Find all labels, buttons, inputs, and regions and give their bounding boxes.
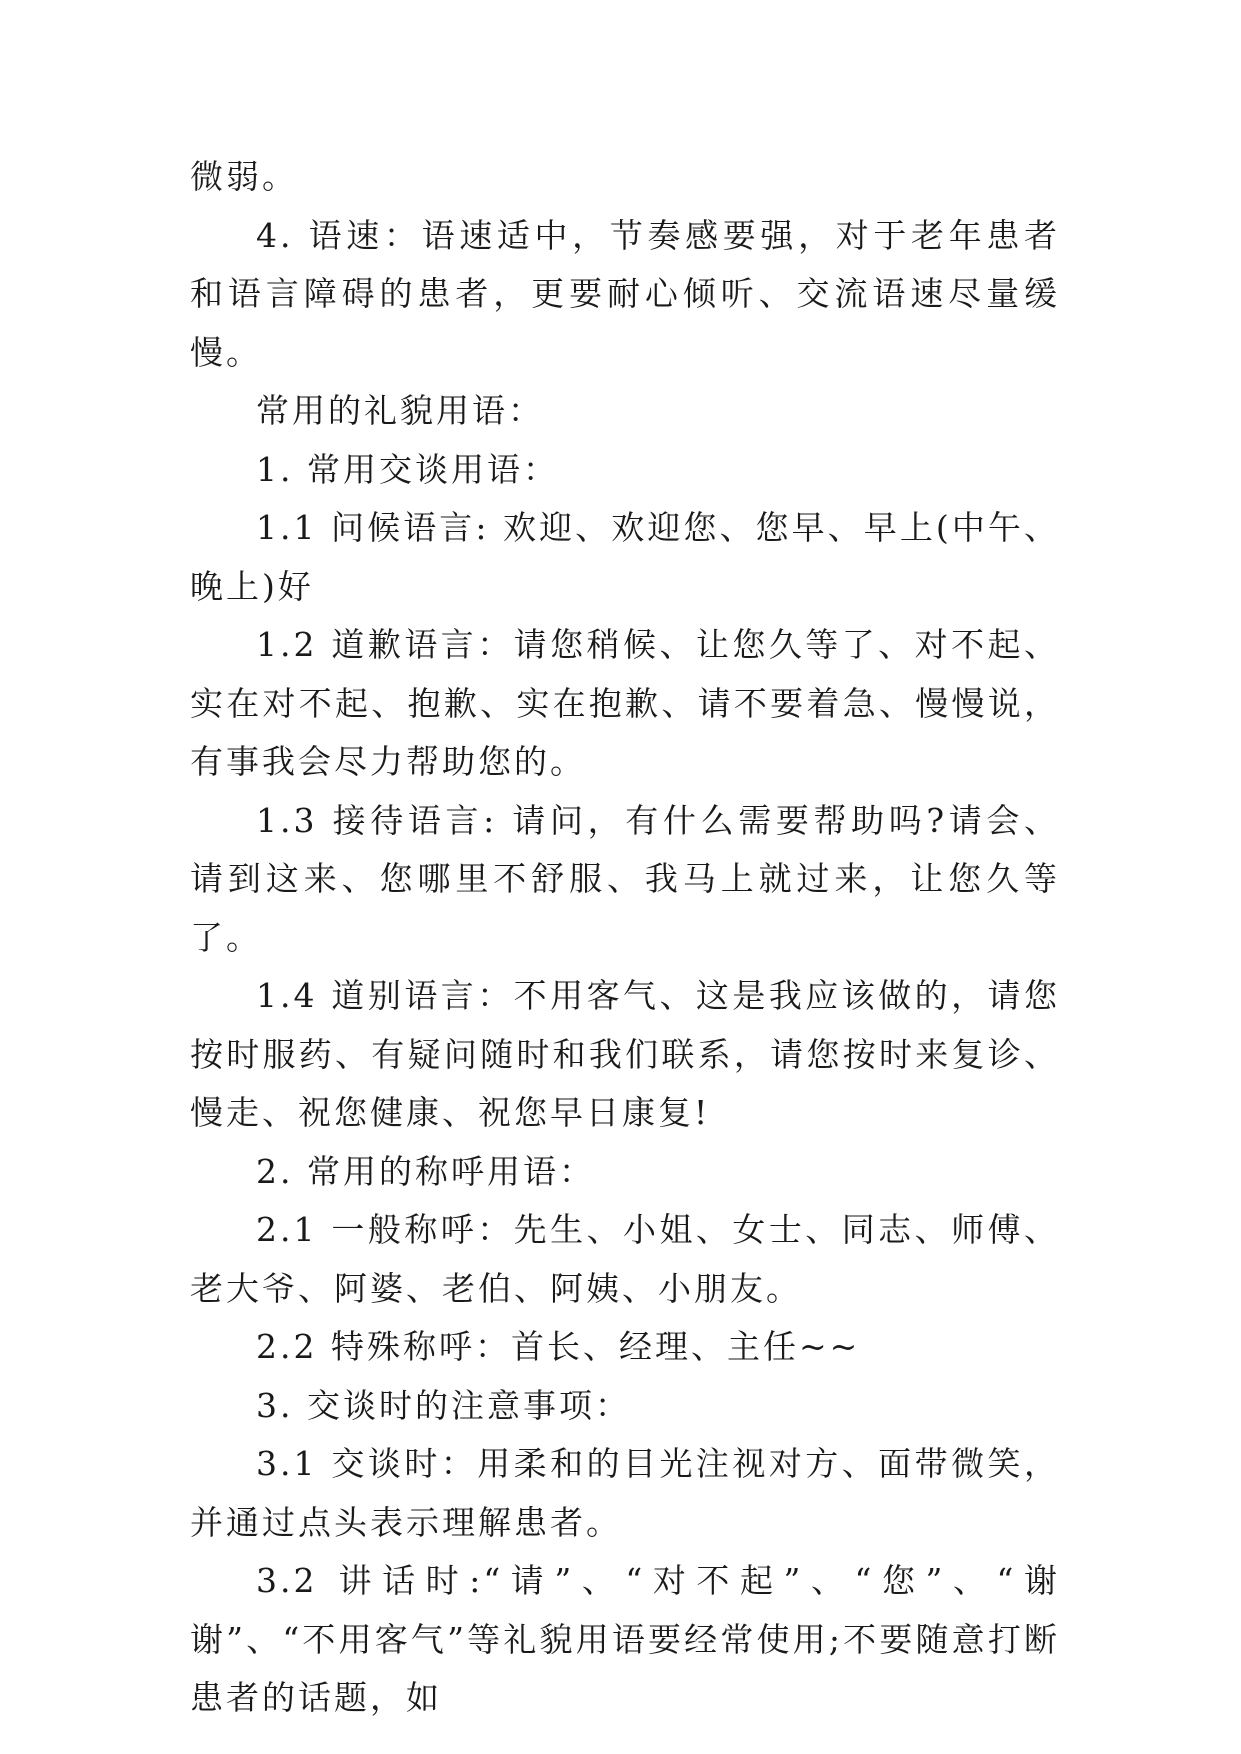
heading-conversation-notes: 3. 交谈时的注意事项： <box>256 1385 631 1425</box>
heading-conversation-phrases: 1. 常用交谈用语： <box>256 449 559 489</box>
heading-forms-of-address: 2. 常用的称呼用语： <box>256 1151 595 1191</box>
paragraph-reception: 1.3 接待语言: 请问，有什么需要帮助吗?请会、请到这来、您哪里不舒服、我马上就过来，让您久等了。 <box>190 800 1060 957</box>
paragraph-farewell: 1.4 道别语言：不用客气、这是我应该做的，请您按时服药、有疑问随时和我们联系，请您按时来复诊、慢走、祝您健康、祝您早日康复! <box>190 976 1060 1132</box>
paragraph-special-address: 2.2 特殊称呼：首长、经理、主任~~ <box>256 1327 861 1366</box>
paragraph-general-address: 2.1 一般称呼：先生、小姐、女士、同志、师傅、老大爷、阿婆、老伯、阿姨、小朋友。 <box>190 1210 1060 1308</box>
paragraph-continuation: 微弱。 <box>190 157 298 196</box>
paragraph-when-talking: 3.1 交谈时：用柔和的目光注视对方、面带微笑，并通过点头表示理解患者。 <box>190 1444 1060 1542</box>
section-heading-polite-phrases: 常用的礼貌用语： <box>256 391 544 430</box>
paragraph-speech-rate: 4. 语速：语速适中，节奏感要强，对于老年患者和语言障碍的患者，更要耐心倾听、交流语速尽量缓慢。 <box>190 215 1060 372</box>
paragraph-greetings: 1.1 问候语言: 欢迎、欢迎您、您早、早上(中午、晚上)好 <box>190 508 1060 606</box>
paragraph-when-speaking: 3.2 讲话时:“请”、“对不起”、“您”、“谢谢”、“不用客气”等礼貌用语要经常使用;不要随意打断患者的话题，如 <box>190 1561 1060 1717</box>
document-body <box>190 148 1060 1728</box>
paragraph-apologies: 1.2 道歉语言：请您稍候、让您久等了、对不起、实在对不起、抱歉、实在抱歉、请不要着急、慢慢说，有事我会尽力帮助您的。 <box>190 625 1060 781</box>
